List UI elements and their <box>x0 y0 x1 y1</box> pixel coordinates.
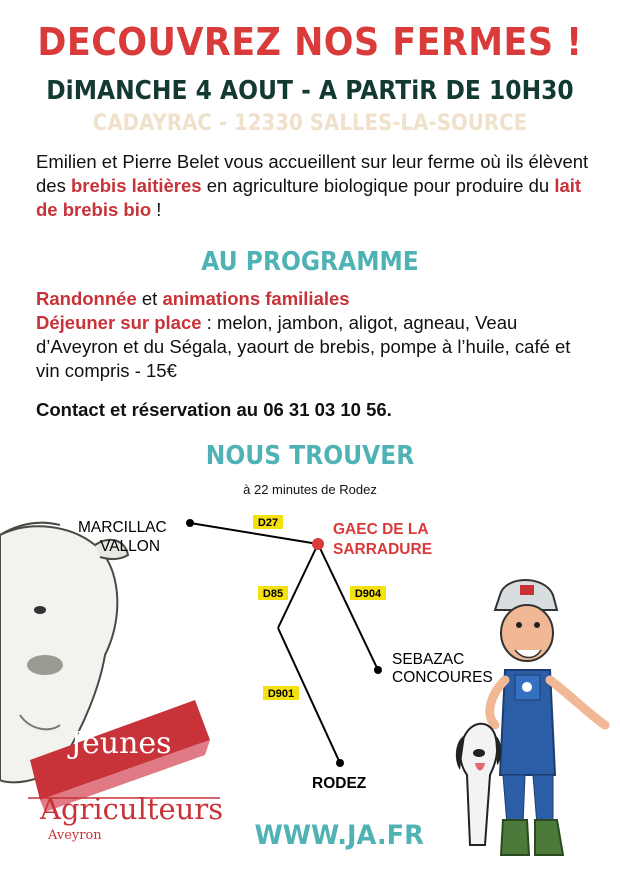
gaec-label-2: SARRADURE <box>333 541 433 558</box>
programme-animations: animations familiales <box>162 288 350 309</box>
contact-line: Contact et réservation au 06 31 03 10 56. <box>36 399 392 420</box>
event-location: CADAYRAC - 12330 SALLES-LA-SOURCE <box>92 111 528 136</box>
intro-highlight-2: lait de brebis bio <box>36 175 582 220</box>
gaec-label-1: GAEC DE LA <box>333 521 429 538</box>
programme-randonnee: Randonnée <box>36 288 137 309</box>
programme-and: et <box>136 288 163 309</box>
d904-label: D904 <box>354 588 382 600</box>
d901-label: D901 <box>267 688 295 700</box>
marcillac-label-1: MARCILLAC <box>78 519 167 536</box>
marcillac-dot <box>186 519 194 527</box>
road-d904-line <box>318 544 378 670</box>
intro-paragraph <box>36 150 596 222</box>
programme-dejeuner: Déjeuner sur place <box>36 312 202 333</box>
ja-logo <box>20 700 230 850</box>
poster-title: DECOUVREZ NOS FERMES ! <box>37 20 583 64</box>
sebazac-dot <box>374 666 382 674</box>
intro-text-3: ! <box>151 199 162 220</box>
intro-text-1: Emilien et Pierre Belet vous accueillent sur leur ferme où ils élèvent des <box>36 151 589 196</box>
logo-agriculteurs: Agriculteurs <box>40 792 224 826</box>
programme-menu: : melon, jambon, aligot, agneau, Veau d’Aveyron et du Ségala, yaourt de brebis, pompe à l’huile, café et vin compris - 15€ <box>36 312 571 381</box>
rodez-label: RODEZ <box>312 775 367 792</box>
farmer-dog-illustration <box>445 575 615 865</box>
d27-label: D27 <box>257 517 279 529</box>
intro-text-2: en agriculture biologique pour produire du <box>201 175 555 196</box>
d85-label: D85 <box>262 588 284 600</box>
programme-text <box>36 287 596 383</box>
sebazac-label-1: SEBAZAC <box>392 651 465 668</box>
rodez-dot <box>336 759 344 767</box>
website-link[interactable]: WWW.JA.FR <box>254 820 424 851</box>
programme-heading: AU PROGRAMME <box>201 247 419 277</box>
event-date: DiMANCHE 4 AOUT - A PARTiR DE 10H30 <box>46 76 574 106</box>
intro-highlight-1: brebis laitières <box>70 175 202 196</box>
gaec-dot <box>312 538 324 550</box>
map-subtitle: à 22 minutes de Rodez <box>243 482 377 497</box>
logo-jeunes: Jeunes <box>70 726 172 761</box>
logo-aveyron: Aveyron <box>48 828 102 843</box>
marcillac-label-2: VALLON <box>100 538 161 555</box>
map-heading: NOUS TROUVER <box>205 441 415 471</box>
sebazac-label-2: CONCOURES <box>392 669 493 686</box>
